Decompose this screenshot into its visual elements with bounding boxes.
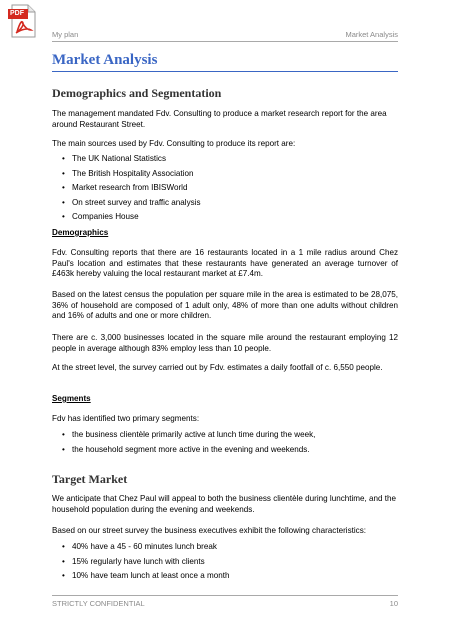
list-item: • The British Hospitality Association <box>62 169 201 184</box>
list-item: • On street survey and traffic analysis <box>62 198 201 213</box>
header-left: My plan <box>52 30 79 39</box>
list-item: • Market research from IBISWorld <box>62 183 201 198</box>
list-item: • the household segment more active in the evening and weekends. <box>62 445 315 460</box>
header-right: Market Analysis <box>345 30 398 39</box>
paragraph: Fdv has identified two primary segments: <box>52 414 200 423</box>
footer-confidential: STRICTLY CONFIDENTIAL <box>52 599 145 608</box>
list-item: • 40% have a 45 - 60 minutes lunch break <box>62 542 229 557</box>
paragraph: We anticipate that Chez Paul will appeal to both the business clientèle during lunchtime, and the household population during the evening and weekends. <box>52 494 397 514</box>
paragraph: Based on the latest census the population per square mile in the area is estimated to be 28,075, 36% of household are composed of 1 adult only, 48% of more than one adults without children and 16% of adults and one or more children. <box>52 290 398 320</box>
list-item: • the business clientèle primarily active at lunch time during the week, <box>62 430 315 445</box>
paragraph: The management mandated Fdv. Consulting to produce a market research report for the area around Restaurant Street. <box>52 109 387 129</box>
list-item: • Companies House <box>62 212 201 227</box>
page-title: Market Analysis <box>52 51 398 72</box>
paragraph: Based on our street survey the business executives exhibit the following characteristics: <box>52 526 367 535</box>
list-item: • 15% regularly have lunch with clients <box>62 557 229 572</box>
subheading-segments: Segments <box>52 394 91 403</box>
list-item: • The UK National Statistics <box>62 154 201 169</box>
list-item: • 10% have team lunch at least once a month <box>62 571 229 586</box>
paragraph: Fdv. Consulting reports that there are 16 restaurants located in a 1 mile radius around Chez Paul's location and estimates that these restaurants have generated an average turnover of £463k hereby valuing the local restaurant market at £7.4m. <box>52 248 398 278</box>
paragraph: There are c. 3,000 businesses located in the square mile around the restaurant employing 12 people in average although 83% employ less than 10 people. <box>52 333 398 353</box>
page-number: 10 <box>389 599 398 608</box>
pdf-label: PDF <box>10 10 24 17</box>
pdf-icon[interactable] <box>8 4 38 38</box>
paragraph: At the street level, the survey carried out by Fdv. estimates a daily footfall of c. 6,550 people. <box>52 363 383 372</box>
paragraph: The main sources used by Fdv. Consulting to produce its report are: <box>52 139 296 148</box>
section-heading-target-market: Target Market <box>52 472 128 486</box>
segments-list <box>62 430 315 459</box>
sources-list <box>62 154 201 227</box>
page-footer <box>52 595 398 608</box>
subheading-demographics: Demographics <box>52 228 109 237</box>
section-heading-demographics-segmentation: Demographics and Segmentation <box>52 86 222 100</box>
traits-list <box>62 542 229 586</box>
page-header <box>52 30 398 42</box>
